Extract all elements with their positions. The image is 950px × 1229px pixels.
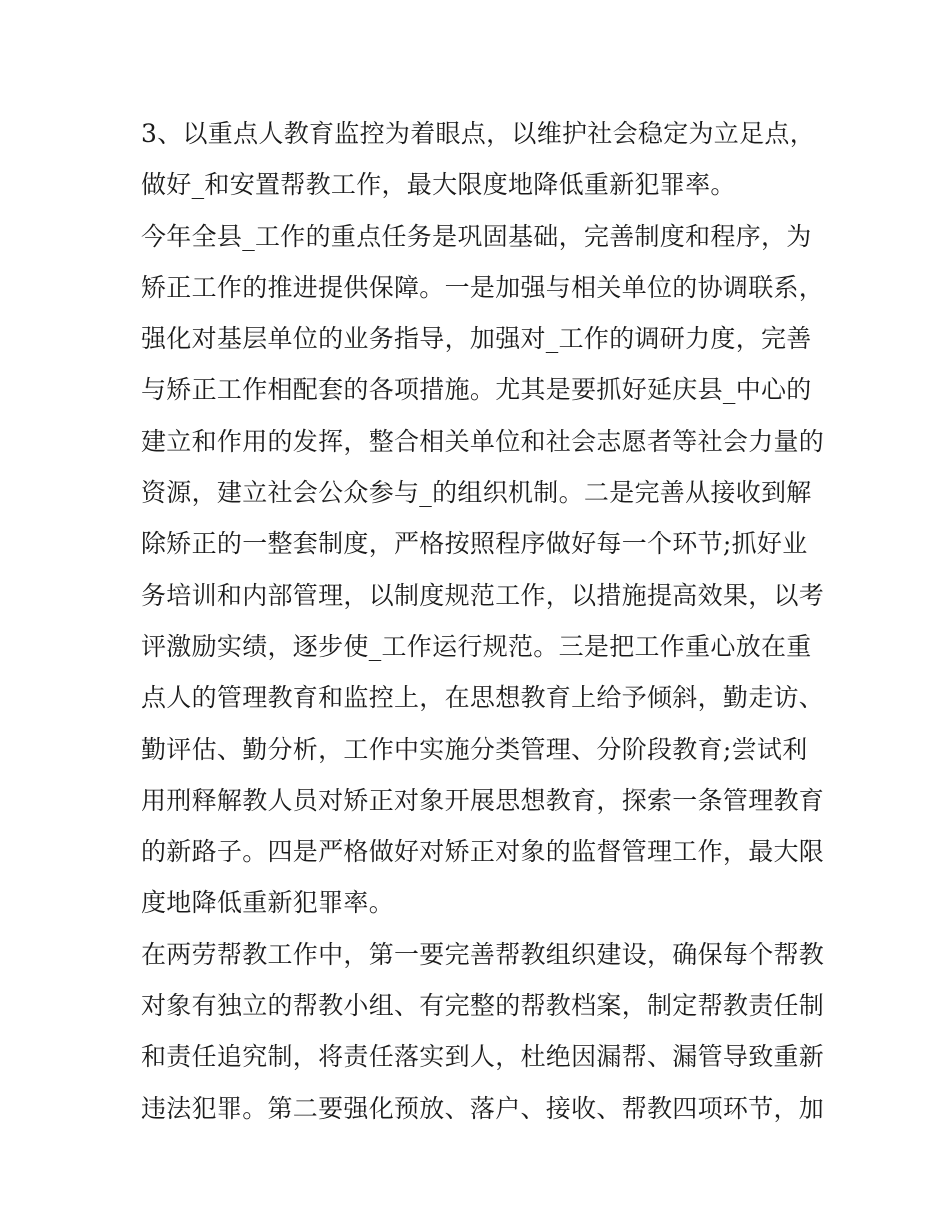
text-line: 务培训和内部管理，以制度规范工作，以措施提高效果，以考 [141, 580, 825, 610]
text-line: 做好_和安置帮教工作，最大限度地降低重新犯罪率。 [141, 170, 736, 200]
text-line: 与矫正工作相配套的各项措施。尤其是要抓好延庆县_中心的 [141, 375, 812, 405]
text-line: 建立和作用的发挥，整合相关单位和社会志愿者等社会力量的 [141, 426, 825, 456]
text-line: 3、以重点人教育监控为着眼点，以维护社会稳定为立足点， [141, 119, 816, 148]
text-line: 对象有独立的帮教小组、有完整的帮教档案，制定帮教责任制 [141, 991, 825, 1021]
text-line: 评激励实绩，逐步使_工作运行规范。三是把工作重心放在重 [141, 631, 812, 661]
text-line: 在两劳帮教工作中，第一要完善帮教组织建设，确保每个帮教 [141, 939, 825, 969]
text-line: 用刑释解教人员对矫正对象开展思想教育，探索一条管理教育 [141, 785, 825, 815]
text-line: 违法犯罪。第二要强化预放、落户、接收、帮教四项环节，加 [141, 1093, 825, 1123]
text-line: 点人的管理教育和监控上，在思想教育上给予倾斜，勤走访、 [141, 683, 825, 713]
text-line: 和责任追究制，将责任落实到人，杜绝因漏帮、漏管导致重新 [141, 1042, 825, 1072]
document-body [141, 108, 825, 1134]
text-line: 的新路子。四是严格做好对矫正对象的监督管理工作，最大限 [141, 837, 825, 867]
text-line: 今年全县_工作的重点任务是巩固基础，完善制度和程序，为 [141, 221, 812, 251]
text-line: 矫正工作的推进提供保障。一是加强与相关单位的协调联系， [141, 272, 825, 302]
text-line: 除矫正的一整套制度，严格按照程序做好每一个环节;抓好业 [141, 529, 808, 559]
text-line: 强化对基层单位的业务指导，加强对_工作的调研力度，完善 [141, 324, 812, 354]
text-line: 资源，建立社会公众参与_的组织机制。二是完善从接收到解 [141, 478, 812, 508]
text-line: 勤评估、勤分析，工作中实施分类管理、分阶段教育;尝试利 [141, 734, 808, 764]
text-line: 度地降低重新犯罪率。 [141, 888, 395, 918]
